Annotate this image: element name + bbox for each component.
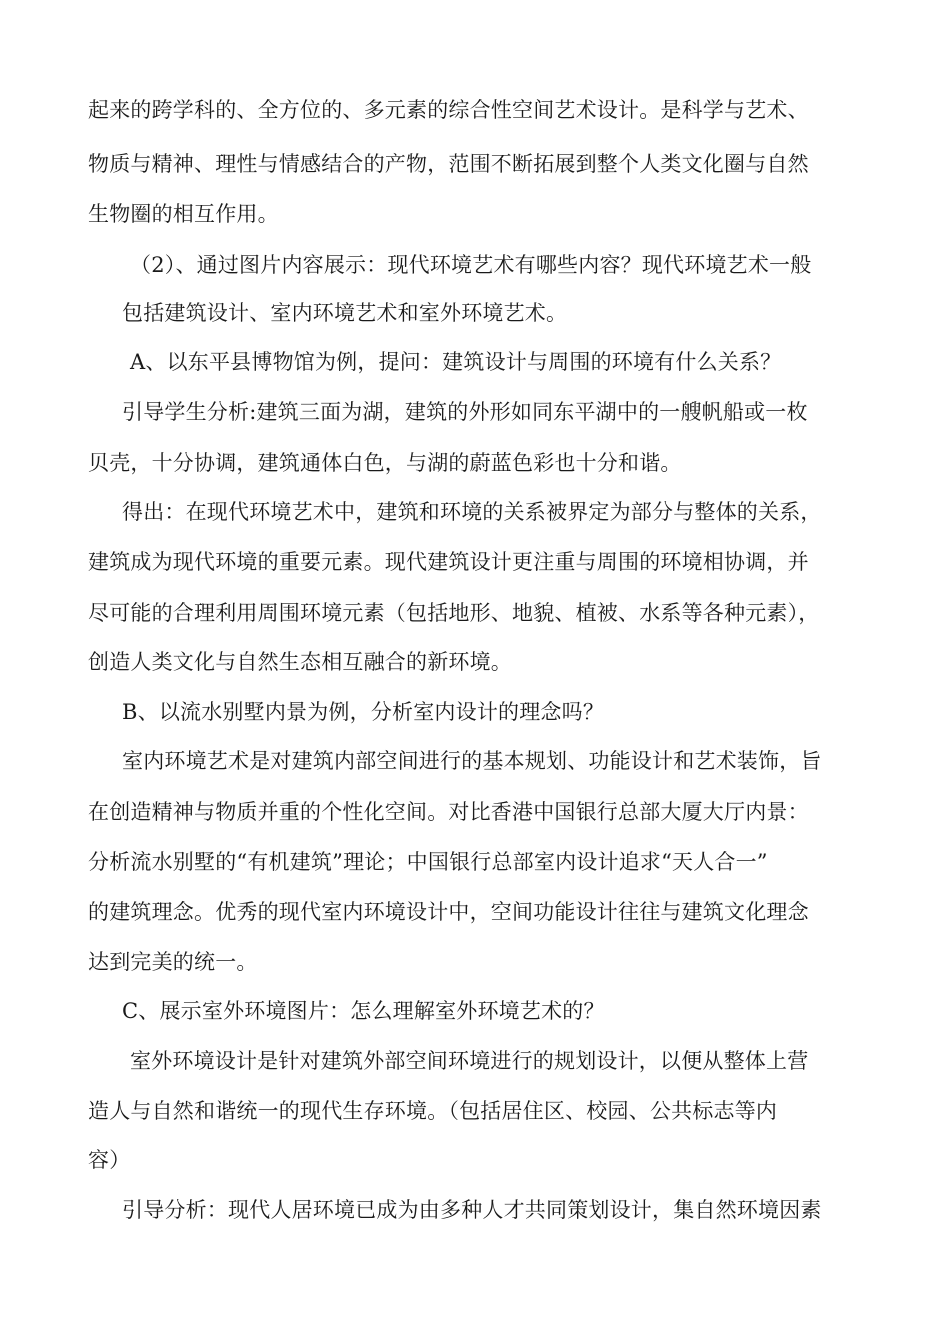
text-line: 物质与精神、理性与情感结合的产物，范围不断拓展到整个人类文化圈与自然: [88, 152, 809, 176]
text-line: 室外环境设计是针对建筑外部空间环境进行的规划设计，以便从整体上营: [130, 1049, 809, 1073]
text-line: C、展示室外环境图片：怎么理解室外环境艺术的？: [122, 999, 605, 1023]
text-line: 尽可能的合理利用周围环境元素（包括地形、地貌、植被、水系等各种元素），: [88, 601, 820, 625]
text-line: 达到完美的统一。: [88, 950, 258, 974]
text-line: 生物圈的相互作用。: [88, 202, 279, 226]
text-line: 造人与自然和谐统一的现代生存环境。（包括居住区、校园、公共标志等内: [88, 1099, 778, 1123]
text-line: 贝壳，十分协调，建筑通体白色，与湖的蔚蓝色彩也十分和谐。: [88, 451, 682, 475]
text-line: 室内环境艺术是对建筑内部空间进行的基本规划、功能设计和艺术装饰，旨: [122, 749, 822, 773]
text-line: 在创造精神与物质并重的个性化空间。对比香港中国银行总部大厦大厅内景：: [88, 800, 809, 824]
text-line: 起来的跨学科的、全方位的、多元素的综合性空间艺术设计。是科学与艺术、: [88, 98, 809, 122]
text-line: 创造人类文化与自然生态相互融合的新环境。: [88, 650, 512, 674]
text-line: 分析流水别墅的“有机建筑”理论；中国银行总部室内设计追求“天人合一”: [88, 850, 768, 874]
text-line: B、以流水别墅内景为例，分析室内设计的理念吗？: [122, 700, 605, 724]
text-line: 引导学生分析:建筑三面为湖，建筑的外形如同东平湖中的一艘帆船或一枚: [122, 400, 808, 424]
text-line: 引导分析：现代人居环境已成为由多种人才共同策划设计，集自然环境因素: [122, 1198, 822, 1222]
text-line: A、以东平县博物馆为例，提问：建筑设计与周围的环境有什么关系？: [130, 350, 782, 374]
text-line: 建筑成为现代环境的重要元素。现代建筑设计更注重与周围的环境相协调，并: [88, 550, 809, 574]
text-line: 包括建筑设计、室内环境艺术和室外环境艺术。: [122, 301, 568, 325]
text-line: （2）、通过图片内容展示：现代环境艺术有哪些内容？现代环境艺术一般: [130, 253, 812, 277]
text-line: 容）: [88, 1148, 131, 1172]
text-line: 的建筑理念。优秀的现代室内环境设计中，空间功能设计往往与建筑文化理念: [88, 900, 809, 924]
text-line: 得出：在现代环境艺术中，建筑和环境的关系被界定为部分与整体的关系，: [122, 500, 822, 524]
